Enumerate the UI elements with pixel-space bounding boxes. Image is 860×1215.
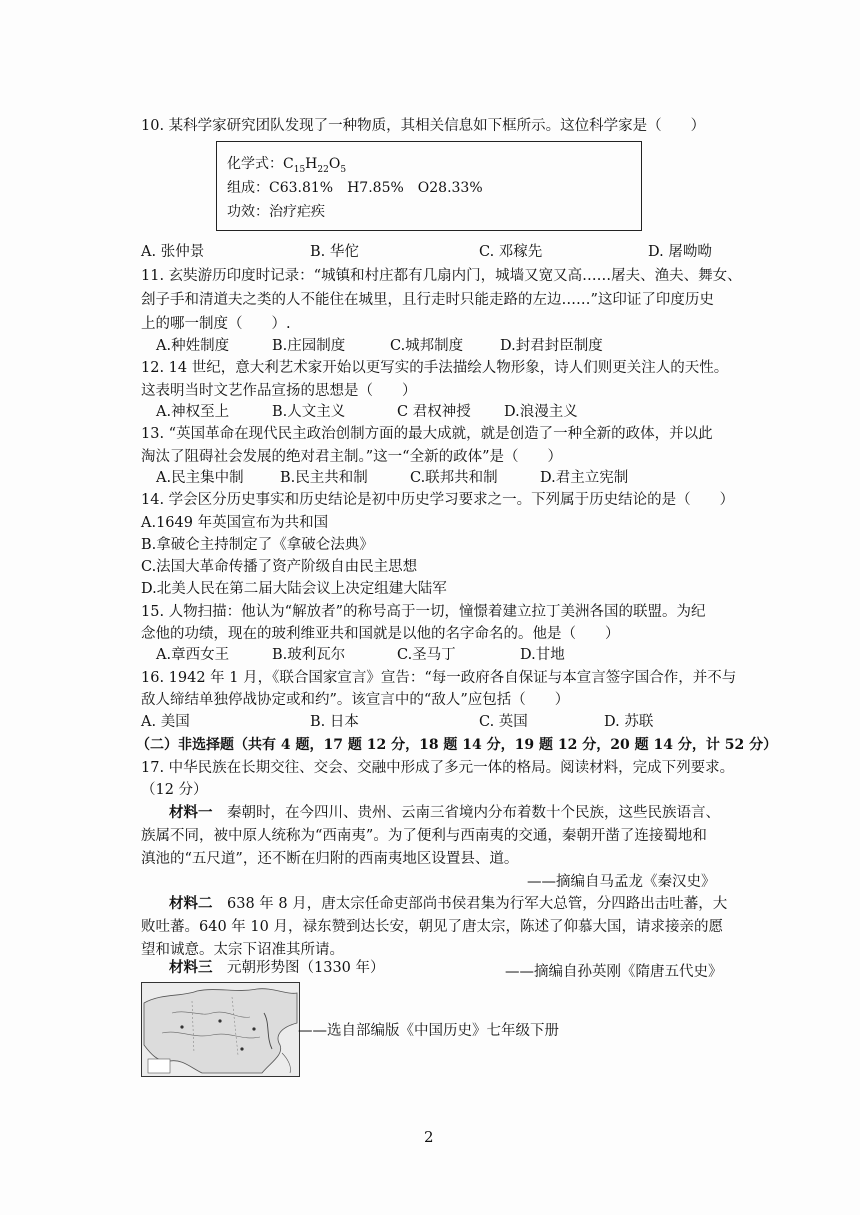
q13-option-c: C.联邦共和制 — [410, 470, 498, 486]
q16-line-1: 16. 1942 年 1 月，《联合国家宣言》宣告：“每一政府各自保证与本宣言签字国合作，并不与 — [141, 670, 737, 686]
q16-option-b: B. 日本 — [310, 714, 359, 730]
q12-option-b: B.人文主义 — [272, 404, 346, 420]
q13-line-2: 淘汰了阻碍社会发展的绝对君主制。”这一“全新的政体”是（ ） — [141, 449, 562, 465]
map-illustration — [142, 983, 299, 1076]
formula-c: C — [283, 156, 294, 172]
q11-line-3: 上的哪一制度（ ）. — [141, 316, 291, 332]
q15-line-2: 念他的功绩，现在的玻利维亚共和国就是以他的名字命名的。他是（ ） — [141, 626, 620, 642]
q12-option-c: C 君权神授 — [397, 404, 471, 420]
material-1-text-1: 秦朝时，在今四川、贵州、云南三省境内分布着数十个民族，这些民族语言、 — [212, 805, 720, 821]
q13-option-a: A.民主集中制 — [156, 470, 244, 486]
q13-option-b: B.民主共和制 — [280, 470, 368, 486]
q11-option-b: B.庄园制度 — [272, 338, 346, 354]
material-3-caption: 元朝形势图（1330 年） — [212, 960, 385, 976]
formula-sub-2: 22 — [317, 164, 329, 175]
material-2-line-2: 败吐蕃。640 年 10 月，禄东赞到达长安，朝见了唐太宗，陈述了仰慕大国，请求接亲的愿 — [141, 919, 723, 935]
q11-option-d: D.封君封臣制度 — [500, 338, 603, 354]
composition-row: 组成：C63.81% H7.85% O28.33% — [227, 180, 483, 196]
q14-option-c: C.法国大革命传播了资产阶级自由民主思想 — [141, 559, 418, 575]
q16-option-d: D. 苏联 — [604, 714, 654, 730]
material-3-source: ——选自部编版《中国历史》七年级下册 — [298, 1023, 559, 1039]
q17-line-2: （12 分） — [141, 782, 208, 798]
yuan-dynasty-map — [141, 982, 300, 1077]
material-1-line-1 — [169, 803, 720, 823]
formula-sub-1: 15 — [293, 164, 306, 175]
q14-option-a: A.1649 年英国宣布为共和国 — [141, 515, 329, 531]
material-3-line — [169, 958, 385, 978]
section-2-heading: （二）非选择题（共有 4 题，17 题 12 分，18 题 14 分，19 题 12 分，20 题 14 分，计 52 分） — [136, 737, 778, 753]
material-2-line-3: 望和诚意。太宗下诏准其所请。 — [141, 942, 344, 958]
effect-row: 功效：治疗疟疾 — [227, 204, 325, 220]
q11-option-c: C.城邦制度 — [390, 338, 464, 354]
q10-option-d: D. 屠呦呦 — [648, 244, 712, 260]
q14-stem: 14. 学会区分历史事实和历史结论是初中历史学习要求之一。下列属于历史结论的是（ ） — [141, 492, 735, 508]
q11-option-a: A.种姓制度 — [156, 338, 230, 354]
q11-line-1: 11. 玄奘游历印度时记录：“城镇和村庄都有几扇内门，城墙又宽又高……屠夫、渔夫、舞女、 — [141, 268, 742, 284]
formula-o: O — [328, 156, 341, 172]
q15-option-b: B.玻利瓦尔 — [272, 647, 346, 663]
page-number: 2 — [424, 1128, 434, 1146]
q12-line-1: 12. 14 世纪，意大利艺术家开始以更写实的手法描绘人物形象，诗人们则更关注人的天性。 — [141, 360, 729, 376]
q17-line-1: 17. 中华民族在长期交往、交会、交融中形成了多元一体的格局。阅读材料，完成下列要求。 — [141, 760, 735, 776]
q11-line-2: 刽子手和清道夫之类的人不能住在城里，且行走时只能走路的左边……”这印证了印度历史 — [141, 292, 714, 308]
material-1-line-2: 族属不同，被中原人统称为“西南夷”。为了便利与西南夷的交通，秦朝开凿了连接蜀地和 — [141, 828, 707, 844]
material-2-source: ——摘编自孙英刚《隋唐五代史》 — [505, 964, 723, 980]
q12-option-d: D.浪漫主义 — [504, 404, 578, 420]
formula-sub-3: 5 — [340, 164, 347, 175]
q10-option-c: C. 邓稼先 — [479, 244, 543, 260]
q13-option-d: D.君主立宪制 — [540, 470, 629, 486]
q14-option-d: D.北美人民在第二届大陆会议上决定组建大陆军 — [141, 581, 447, 597]
q10-option-a: A. 张仲景 — [141, 244, 205, 260]
q12-option-a: A.神权至上 — [156, 404, 230, 420]
q15-line-1: 15. 人物扫描：他认为“解放者”的称号高于一切，憧憬着建立拉丁美洲各国的联盟。为纪 — [141, 604, 706, 620]
q16-option-a: A. 美国 — [141, 714, 190, 730]
q10-stem: 10. 某科学家研究团队发现了一种物质，其相关信息如下框所示。这位科学家是（ ） — [141, 118, 706, 134]
q15-option-c: C.圣马丁 — [397, 647, 456, 663]
q13-line-1: 13. “英国革命在现代民主政治创制方面的最大成就，就是创造了一种全新的政体，并以此 — [141, 426, 713, 442]
formula-h: H — [305, 156, 318, 172]
material-2-text-1: 638 年 8 月，唐太宗任命吏部尚书侯君集为行军大总管，分四路出击吐蕃，大 — [212, 896, 728, 912]
q16-line-2: 敌人缔结单独停战协定或和约”。该宣言中的“敌人”应包括（ ） — [141, 692, 570, 708]
material-1-title: 材料一 — [169, 804, 213, 821]
formula-row — [227, 154, 346, 180]
material-1-line-3: 滇池的“五尺道”，还不断在归附的西南夷地区设置县、道。 — [141, 851, 519, 867]
material-3-title: 材料三 — [169, 959, 213, 976]
q15-option-d: D.甘地 — [520, 647, 565, 663]
material-2-line-1 — [169, 894, 727, 914]
q16-option-c: C. 英国 — [479, 714, 528, 730]
substance-info-box — [216, 141, 642, 231]
material-2-title: 材料二 — [169, 895, 213, 912]
material-1-source: ——摘编自马孟龙《秦汉史》 — [527, 874, 716, 890]
formula-label: 化学式： — [227, 156, 283, 172]
q12-line-2: 这表明当时文艺作品宣扬的思想是（ ） — [141, 383, 417, 399]
q15-option-a: A.章西女王 — [156, 647, 230, 663]
q10-option-b: B. 华佗 — [310, 244, 359, 260]
q14-option-b: B.拿破仑主持制定了《拿破仑法典》 — [141, 537, 374, 553]
